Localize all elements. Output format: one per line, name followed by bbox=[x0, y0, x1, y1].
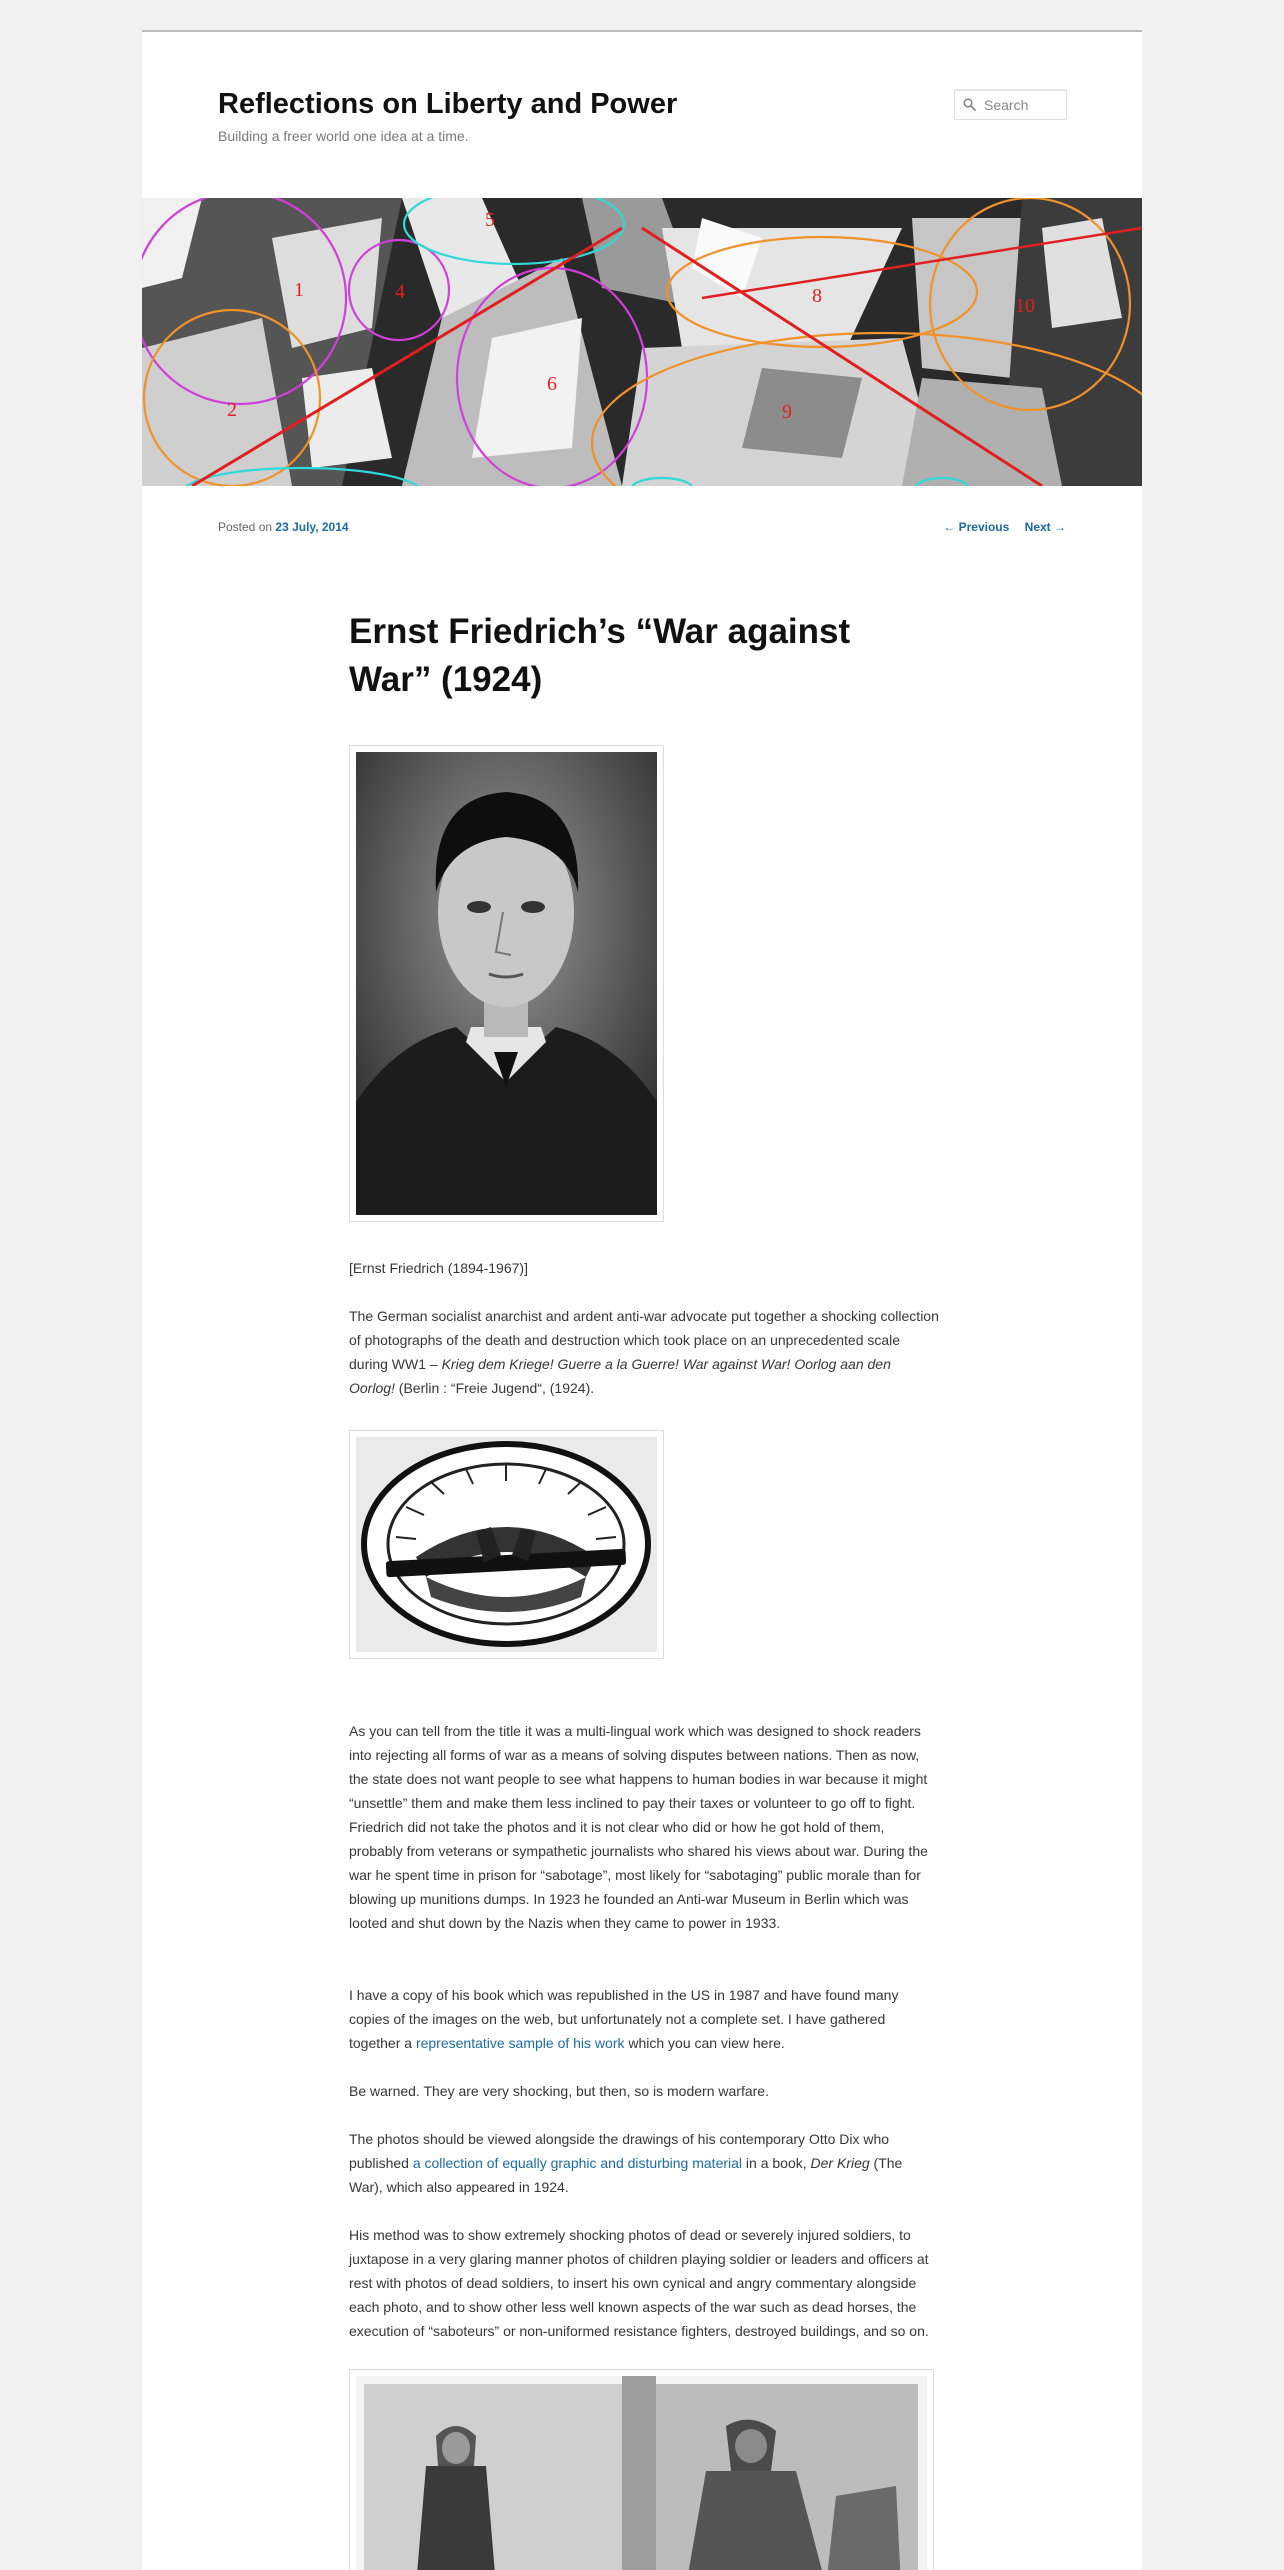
book-title: Krieg dem Kriege! Guerre a la Guerre! War against War! Oorlog aan den Oorlog! bbox=[349, 1356, 891, 1396]
header-number-label: 4 bbox=[395, 281, 405, 303]
site-title-link[interactable]: Reflections on Liberty and Power bbox=[218, 88, 678, 120]
previous-post-link[interactable]: ← Previous bbox=[943, 520, 1010, 534]
post-date-link[interactable]: 23 July, 2014 bbox=[275, 520, 349, 534]
paragraph-otto-dix-after: (The War), which also appeared in 1924. bbox=[349, 2155, 903, 2195]
post-navigation bbox=[931, 520, 1066, 534]
paragraph-method: His method was to show extremely shocking photos of dead or severely injured soldiers, to juxtapose in a very glaring manner photos of children playing soldier or leaders and officers at rest with photos of dead soldiers, to insert his own cynical and angry commentary alongside each photo, and to show other less well known aspects of the war such as dead horses, the execution of “saboteurs” or non-uniformed resistance fighters, destroyed buildings, and so on. bbox=[349, 2227, 929, 2339]
search-box[interactable] bbox=[954, 89, 1067, 120]
header-number-label: 1 bbox=[294, 279, 304, 301]
next-post-link[interactable]: Next → bbox=[1024, 520, 1066, 534]
paragraph-intro-text: The German socialist anarchist and ardent anti-war advocate put together a shocking collection of photographs of the death and destruction which took place on an unprecedented scale during WW1 – bbox=[349, 1308, 939, 1372]
paragraph-intro-after: (Berlin : “Freie Jugend“, (1924). bbox=[394, 1380, 595, 1396]
header-number-label: 6 bbox=[547, 373, 557, 395]
header-number-label: 10 bbox=[1015, 295, 1035, 317]
paragraph-otto-dix bbox=[349, 2127, 939, 2199]
header-number-label: 5 bbox=[485, 209, 495, 231]
broken-rifle-emblem-image bbox=[356, 1437, 657, 1652]
paragraph-intro bbox=[349, 1304, 939, 1400]
site-description: Building a freer world one idea at a time. bbox=[218, 128, 469, 144]
header-number-label: 9 bbox=[782, 401, 792, 423]
book-spread-photo bbox=[356, 2376, 927, 2570]
portrait-caption: [Ernst Friedrich (1894-1967)] bbox=[349, 1260, 528, 1276]
paragraph-copy-after: which you can view here. bbox=[624, 2035, 785, 2051]
posted-on-label: Posted on bbox=[218, 520, 273, 534]
paragraph-copy-text: I have a copy of his book which was republished in the US in 1987 and have found many copies of the images on the web, but unfortunately not a complete set. I have gathered together a bbox=[349, 1987, 899, 2051]
post-title: Ernst Friedrich’s “War against War” (1924) bbox=[349, 612, 851, 699]
representative-sample-link[interactable]: representative sample of his work bbox=[415, 2035, 625, 2051]
emblem-photo-frame bbox=[349, 1430, 664, 1659]
search-input[interactable] bbox=[982, 94, 1066, 116]
search-icon bbox=[963, 98, 976, 111]
portrait-photo bbox=[356, 752, 657, 1215]
der-krieg-title: Der Krieg bbox=[810, 2155, 870, 2171]
paragraph-otto-dix-middle: in a book, bbox=[742, 2155, 811, 2171]
header-number-label: 2 bbox=[227, 399, 237, 421]
paragraph-copy bbox=[349, 1983, 939, 2055]
header-image-guernica-annotated bbox=[142, 198, 1142, 486]
portrait-photo-frame bbox=[349, 745, 664, 1222]
paragraph-warning: Be warned. They are very shocking, but then, so is modern warfare. bbox=[349, 2083, 769, 2099]
paragraph-otto-dix-text: The photos should be viewed alongside the drawings of his contemporary Otto Dix who published bbox=[349, 2131, 890, 2171]
header-number-label: 8 bbox=[812, 285, 822, 307]
paragraph-background: As you can tell from the title it was a multi-lingual work which was designed to shock readers into rejecting all forms of war as a means of solving disputes between nations. Then as now, the state does not want people to see what happens to human bodies in war because it might “unsettle” them and make them less inclined to pay their taxes or volunteer to go off to fight. Friedrich did not take the photos and it is not clear who did or how he got hold of them, probably from veterans or sympathetic journalists who shared his views about war. During the war he spent time in prison for “sabotage”, most likely for “sabotaging” public morale than for blowing up munitions dumps. In 1923 he founded an Anti-war Museum in Berlin which was looted and shut down by the Nazis when they came to power in 1933. bbox=[349, 1723, 928, 1931]
site-header bbox=[142, 32, 1142, 198]
otto-dix-collection-link[interactable]: a collection of equally graphic and disturbing material bbox=[412, 2155, 743, 2171]
page bbox=[142, 30, 1142, 2570]
book-spread-photo-frame bbox=[349, 2369, 934, 2570]
entry-meta bbox=[218, 520, 349, 534]
